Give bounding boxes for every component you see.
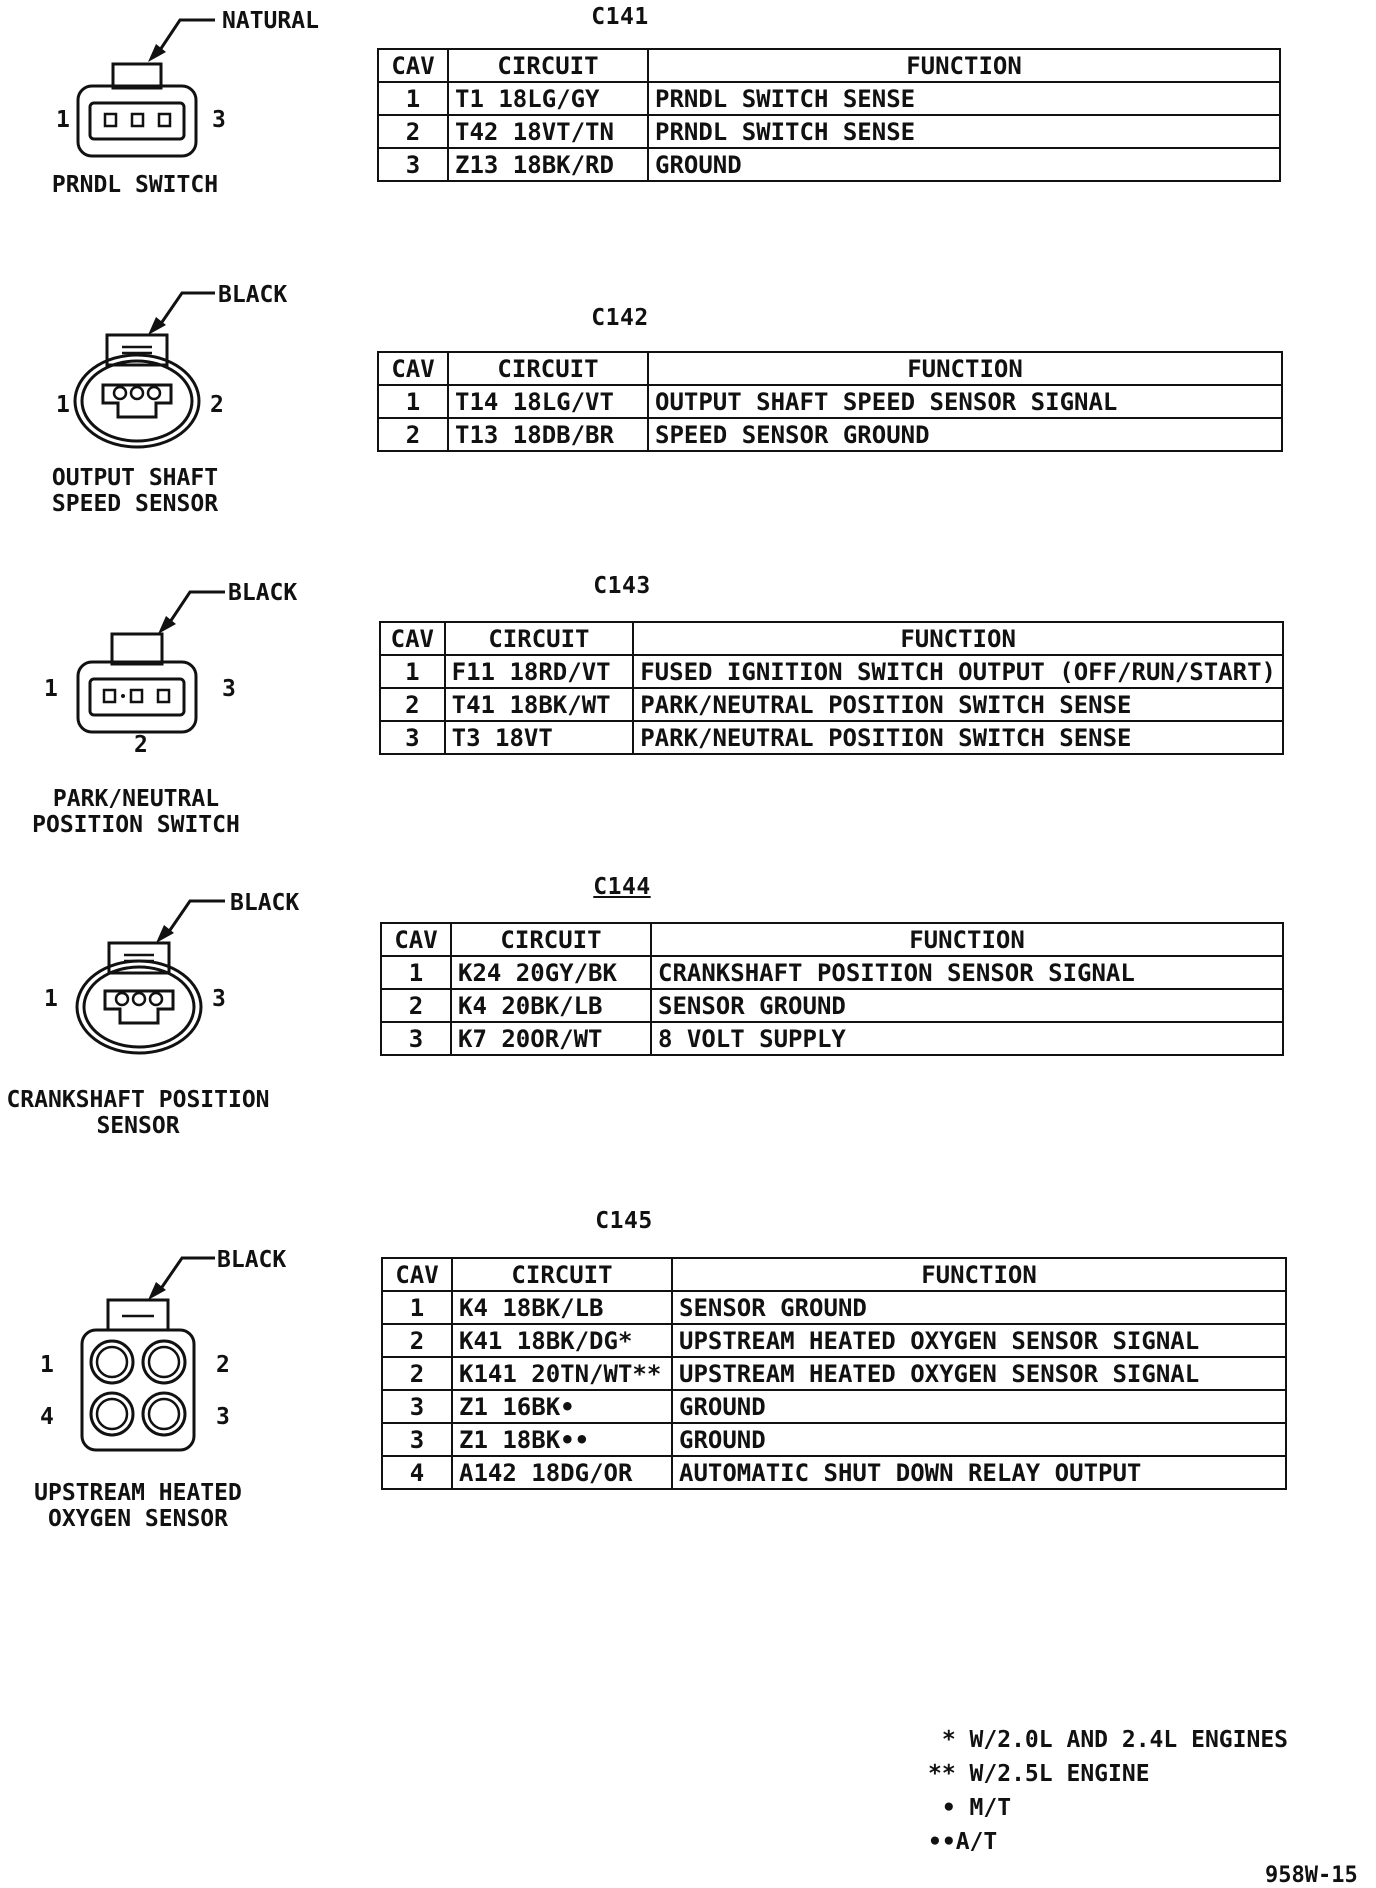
cell-cav: 4 <box>382 1456 452 1489</box>
cell-circuit: Z13 18BK/RD <box>448 148 648 181</box>
connector-name: PRNDL SWITCH <box>51 172 219 198</box>
cell-function: OUTPUT SHAFT SPEED SENSOR SIGNAL <box>648 385 1282 418</box>
connector-color-label: BLACK <box>228 580 298 606</box>
pin-label: 2 <box>210 392 224 418</box>
cell-cav: 2 <box>380 688 445 721</box>
table-row <box>382 1390 1286 1423</box>
cell-cav: 1 <box>382 1291 452 1324</box>
cell-function: GROUND <box>672 1390 1286 1423</box>
connector-3pin-flat-icon <box>60 582 230 732</box>
connector-title: C145 <box>595 1208 653 1234</box>
connector-title: C142 <box>591 305 649 331</box>
col-function-header: FUNCTION <box>651 923 1283 956</box>
cell-circuit: K4 20BK/LB <box>451 989 651 1022</box>
cell-circuit: K24 20GY/BK <box>451 956 651 989</box>
col-circuit-header: CIRCUIT <box>451 923 651 956</box>
cell-function: PARK/NEUTRAL POSITION SWITCH SENSE <box>633 721 1283 754</box>
cell-circuit: T41 18BK/WT <box>445 688 634 721</box>
pin-table <box>381 1257 1287 1490</box>
cell-function: SPEED SENSOR GROUND <box>648 418 1282 451</box>
cell-cav: 2 <box>382 1357 452 1390</box>
cell-circuit: K141 20TN/WT** <box>452 1357 672 1390</box>
cell-circuit: T42 18VT/TN <box>448 115 648 148</box>
table-row <box>380 721 1283 754</box>
connector-2pin-round-icon <box>60 285 220 465</box>
pin-label: 4 <box>40 1404 54 1430</box>
pin-label: 3 <box>222 676 236 702</box>
pin-label: 1 <box>44 986 58 1012</box>
pin-label: 2 <box>216 1352 230 1378</box>
cell-circuit: K4 18BK/LB <box>452 1291 672 1324</box>
connector-name: SPEED SENSOR <box>51 491 219 517</box>
connector-title: C143 <box>593 573 651 599</box>
col-function-header: FUNCTION <box>672 1258 1286 1291</box>
connector-color-label: BLACK <box>217 1247 287 1273</box>
pin-label: 3 <box>216 1404 230 1430</box>
cell-cav: 3 <box>378 148 448 181</box>
col-cav-header: CAV <box>382 1258 452 1291</box>
table-row <box>378 115 1280 148</box>
cell-function: FUSED IGNITION SWITCH OUTPUT (OFF/RUN/START) <box>633 655 1283 688</box>
table-row <box>382 1357 1286 1390</box>
pin-label: 3 <box>212 986 226 1012</box>
connector-title: C141 <box>591 4 649 30</box>
connector-title <box>472 874 772 900</box>
table-row <box>381 956 1283 989</box>
table-row <box>381 989 1283 1022</box>
cell-function: GROUND <box>672 1423 1286 1456</box>
cell-function: GROUND <box>648 148 1280 181</box>
table-header-row <box>380 622 1283 655</box>
table-row <box>382 1324 1286 1357</box>
connector-name: PARK/NEUTRAL <box>52 786 220 812</box>
table-row <box>378 148 1280 181</box>
cell-function: UPSTREAM HEATED OXYGEN SENSOR SIGNAL <box>672 1324 1286 1357</box>
cell-function: PRNDL SWITCH SENSE <box>648 82 1280 115</box>
cell-cav: 3 <box>382 1390 452 1423</box>
cell-cav: 2 <box>381 989 451 1022</box>
cell-cav: 1 <box>381 956 451 989</box>
col-function-header: FUNCTION <box>648 49 1280 82</box>
cell-circuit: A142 18DG/OR <box>452 1456 672 1489</box>
cell-circuit: K41 18BK/DG* <box>452 1324 672 1357</box>
connector-color-label: BLACK <box>218 282 288 308</box>
cell-cav: 2 <box>382 1324 452 1357</box>
cell-cav: 3 <box>381 1022 451 1055</box>
col-function-header: FUNCTION <box>633 622 1283 655</box>
connector-name: POSITION SWITCH <box>32 812 240 838</box>
connector-3pin-flat-icon <box>60 10 220 160</box>
cell-function: UPSTREAM HEATED OXYGEN SENSOR SIGNAL <box>672 1357 1286 1390</box>
connector-color-label: NATURAL <box>222 8 319 34</box>
cell-function: PARK/NEUTRAL POSITION SWITCH SENSE <box>633 688 1283 721</box>
col-cav-header: CAV <box>378 49 448 82</box>
connector-3pin-round-icon <box>60 893 230 1073</box>
cell-function: CRANKSHAFT POSITION SENSOR SIGNAL <box>651 956 1283 989</box>
cell-function: PRNDL SWITCH SENSE <box>648 115 1280 148</box>
table-row <box>378 385 1282 418</box>
table-header-row <box>378 352 1282 385</box>
pin-label: 2 <box>134 732 148 758</box>
table-row <box>380 688 1283 721</box>
connector-name: OXYGEN SENSOR <box>47 1506 228 1532</box>
figure-id: 958W-15 <box>1265 1863 1358 1888</box>
pin-label: 1 <box>56 392 70 418</box>
cell-cav: 2 <box>378 115 448 148</box>
cell-circuit: T3 18VT <box>445 721 634 754</box>
table-header-row <box>381 923 1283 956</box>
table-row <box>378 82 1280 115</box>
cell-cav: 3 <box>382 1423 452 1456</box>
pin-label: 1 <box>56 107 70 133</box>
cell-function: SENSOR GROUND <box>651 989 1283 1022</box>
connector-name: CRANKSHAFT POSITION <box>6 1087 270 1113</box>
cell-cav: 1 <box>378 385 448 418</box>
pin-table <box>377 351 1283 452</box>
cell-circuit: T14 18LG/VT <box>448 385 648 418</box>
cell-circuit: F11 18RD/VT <box>445 655 634 688</box>
cell-function: AUTOMATIC SHUT DOWN RELAY OUTPUT <box>672 1456 1286 1489</box>
col-circuit-header: CIRCUIT <box>448 352 648 385</box>
col-function-header: FUNCTION <box>648 352 1282 385</box>
pin-label: 1 <box>40 1352 54 1378</box>
footnote: ••A/T <box>928 1829 998 1855</box>
connector-4pin-square-icon <box>60 1250 220 1450</box>
cell-cav: 3 <box>380 721 445 754</box>
pin-table <box>377 48 1281 182</box>
table-row <box>382 1423 1286 1456</box>
table-row <box>382 1456 1286 1489</box>
col-cav-header: CAV <box>378 352 448 385</box>
cell-cav: 2 <box>378 418 448 451</box>
cell-cav: 1 <box>380 655 445 688</box>
table-row <box>382 1291 1286 1324</box>
cell-circuit: Z1 18BK•• <box>452 1423 672 1456</box>
cell-function: SENSOR GROUND <box>672 1291 1286 1324</box>
table-row <box>378 418 1282 451</box>
connector-title-text: C144 <box>593 874 651 900</box>
pin-table <box>380 922 1284 1056</box>
connector-name: SENSOR <box>96 1113 180 1139</box>
table-header-row <box>382 1258 1286 1291</box>
footnote: • M/T <box>928 1795 1012 1821</box>
connector-color-label: BLACK <box>230 890 300 916</box>
cell-cav: 1 <box>378 82 448 115</box>
table-row <box>381 1022 1283 1055</box>
cell-circuit: T13 18DB/BR <box>448 418 648 451</box>
cell-circuit: Z1 16BK• <box>452 1390 672 1423</box>
col-circuit-header: CIRCUIT <box>448 49 648 82</box>
col-cav-header: CAV <box>380 622 445 655</box>
connector-name: UPSTREAM HEATED <box>34 1480 242 1506</box>
cell-circuit: K7 20OR/WT <box>451 1022 651 1055</box>
connector-name: OUTPUT SHAFT <box>51 465 219 491</box>
col-circuit-header: CIRCUIT <box>452 1258 672 1291</box>
cell-function: 8 VOLT SUPPLY <box>651 1022 1283 1055</box>
table-row <box>380 655 1283 688</box>
col-circuit-header: CIRCUIT <box>445 622 634 655</box>
footnote: ** W/2.5L ENGINE <box>928 1761 1150 1787</box>
pin-label: 1 <box>44 676 58 702</box>
table-header-row <box>378 49 1280 82</box>
pin-table <box>379 621 1284 755</box>
footnote: * W/2.0L AND 2.4L ENGINES <box>928 1727 1289 1753</box>
pin-label: 3 <box>212 107 226 133</box>
col-cav-header: CAV <box>381 923 451 956</box>
cell-circuit: T1 18LG/GY <box>448 82 648 115</box>
